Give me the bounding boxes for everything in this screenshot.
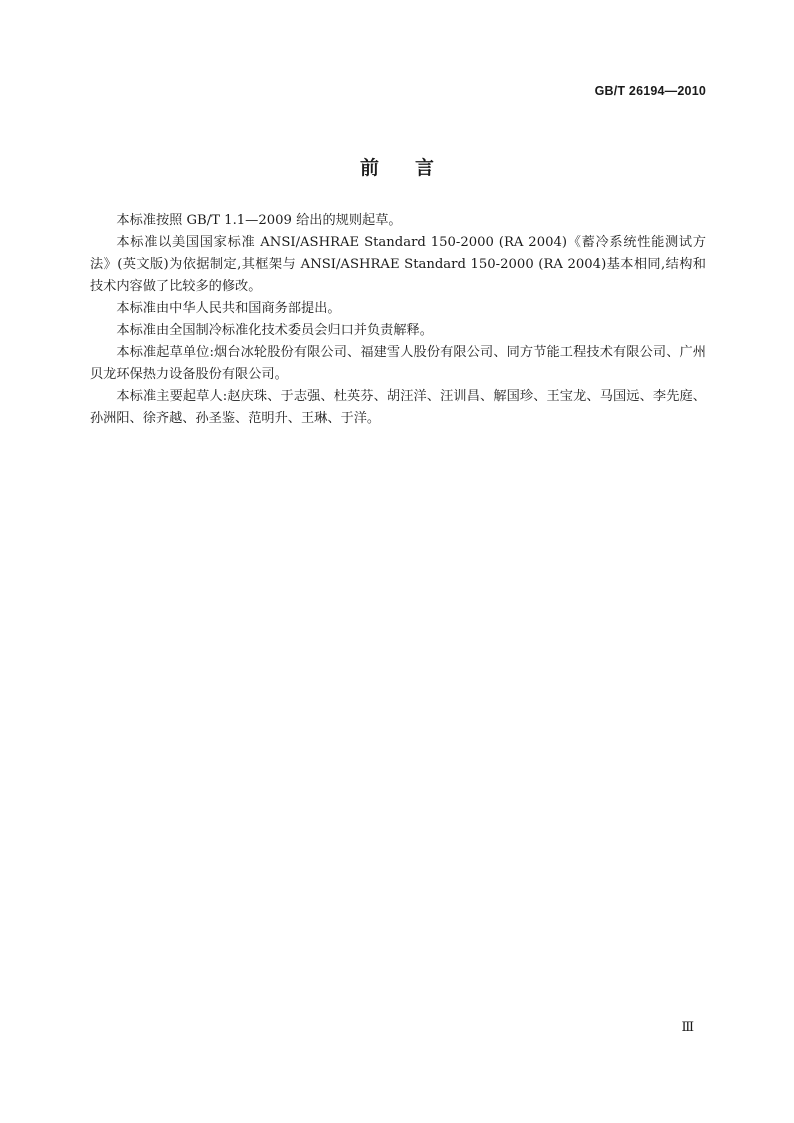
title-char-1: 前 — [359, 157, 379, 179]
foreword-body — [90, 210, 706, 430]
paragraph-drafting-units: 本标准起草单位:烟台冰轮股份有限公司、福建雪人股份有限公司、同方节能工程技术有限公司、广州贝龙环保热力设备股份有限公司。 — [90, 345, 706, 382]
paragraph-drafters: 本标准主要起草人:赵庆珠、于志强、杜英芬、胡汪洋、汪训昌、解国珍、王宝龙、马国远、李先庭、孙洲阳、徐齐越、孙圣鉴、范明升、王琳、于洋。 — [90, 389, 706, 426]
paragraph-proposer: 本标准由中华人民共和国商务部提出。 — [116, 301, 341, 316]
paragraph-basis: 本标准以美国国家标准 ANSI/ASHRAE Standard 150-2000 (RA 2004)《蓄冷系统性能测试方法》(英文版)为依据制定,其框架与 ANSI/ASHRAE Standard 150-2000 (RA 2004)基本相同,结构和技术内容做了比较多的修改。 — [90, 235, 706, 294]
page-title — [0, 153, 794, 180]
paragraph-administrator: 本标准由全国制冷标准化技术委员会归口并负责解释。 — [116, 323, 433, 338]
paragraph-drafting-rules: 本标准按照 GB/T 1.1—2009 给出的规则起草。 — [116, 213, 402, 228]
page-number: Ⅲ — [681, 1020, 694, 1035]
standard-number: GB/T 26194—2010 — [594, 84, 706, 98]
title-char-2: 言 — [415, 157, 435, 179]
